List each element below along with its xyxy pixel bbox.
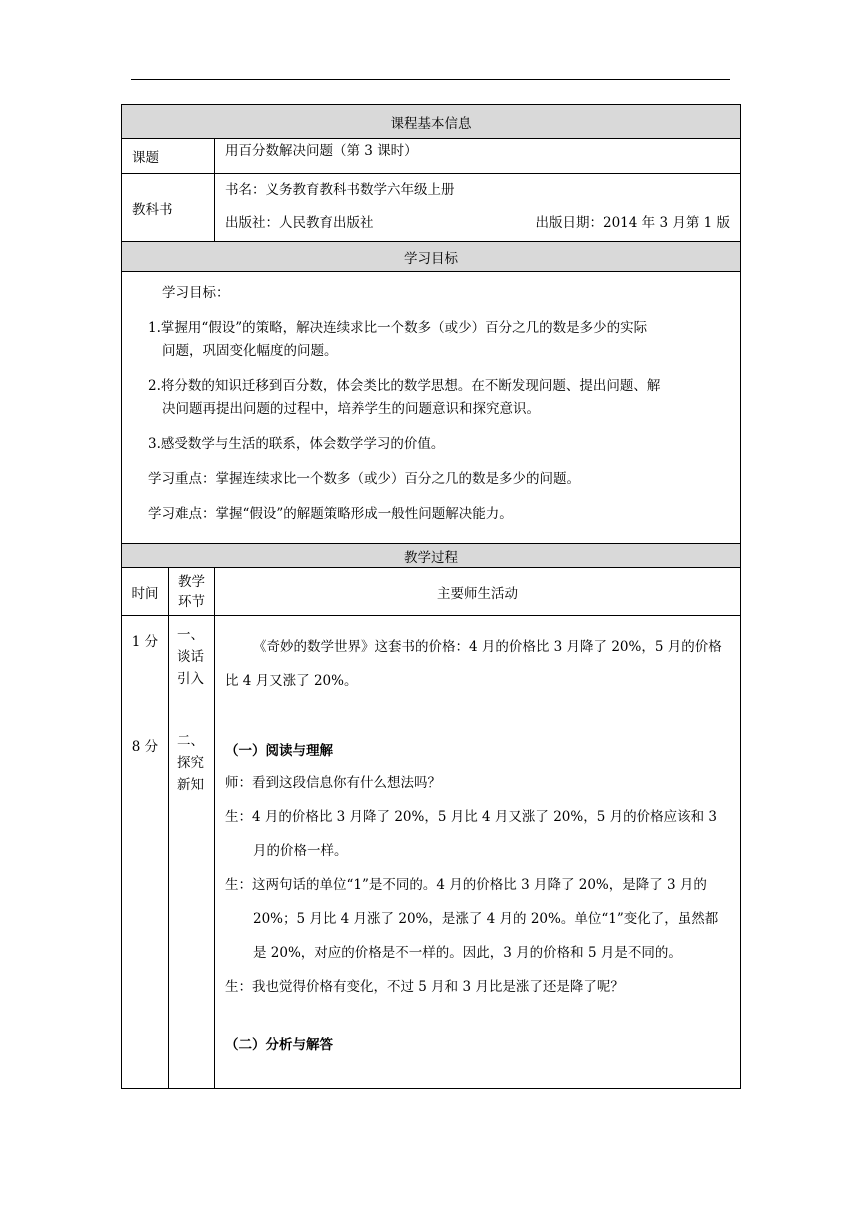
- col-time-header: 时间: [122, 568, 169, 616]
- part1-title: （一）阅读与理解: [225, 743, 333, 759]
- goals-title: 学习目标: [122, 242, 741, 272]
- col-stage-header: 教学 环节: [169, 568, 215, 616]
- header-rule: [131, 79, 730, 80]
- goal-item-1: 1.掌握用“假设”的策略，解决连续求比一个数多（或少）百分之几的数是多少的实际 问题，巩固变化幅度的问题。: [148, 320, 648, 359]
- time-1: 1 分: [131, 634, 159, 650]
- course-info-header-row: [122, 105, 741, 139]
- intro-paragraph: 《奇妙的数学世界》这套书的价格：4 月的价格比 3 月降了 20%，5 月的价格比 4 月又涨了 20%。: [225, 639, 722, 689]
- stage-1: 一、 谈话 引入: [177, 627, 204, 687]
- key-point: 学习重点：掌握连续求比一个数多（或少）百分之几的数是多少的问题。: [148, 471, 580, 487]
- part2-title: （二）分析与解答: [225, 1037, 333, 1053]
- goals-content: [122, 272, 741, 544]
- topic-label: 课题: [122, 139, 215, 174]
- lesson-plan-table: [121, 104, 741, 1089]
- process-header-row: [122, 544, 741, 568]
- process-body-row: [122, 616, 741, 1089]
- textbook-info: [215, 174, 741, 242]
- course-info-title: 课程基本信息: [122, 105, 741, 139]
- textbook-row: [122, 174, 741, 242]
- activity-column: [215, 616, 741, 1089]
- goal-item-3: 3.感受数学与生活的联系，体会数学学习的价值。: [148, 436, 445, 452]
- time-column: [122, 616, 169, 1089]
- goal-item-2: 2.将分数的知识迁移到百分数，体会类比的数学思想。在不断发现问题、提出问题、解 决问题再提出问题的过程中，培养学生的问题意识和探究意识。: [148, 378, 661, 417]
- publication-date: 出版日期：2014 年 3 月第 1 版: [535, 215, 730, 231]
- teacher-question: 师：看到这段信息你有什么想法吗？: [225, 775, 441, 791]
- goals-intro: 学习目标：: [162, 285, 230, 301]
- publisher-line: [225, 207, 740, 240]
- book-name: 书名：义务教育教科书数学六年级上册: [225, 182, 455, 198]
- difficulty: 学习难点：掌握“假设”的解题策略形成一般性问题解决能力。: [148, 506, 513, 522]
- textbook-label: 教科书: [122, 174, 215, 242]
- col-activity-header: 主要师生活动: [215, 568, 741, 616]
- topic-row: [122, 139, 741, 174]
- goals-content-row: [122, 272, 741, 544]
- process-title: 教学过程: [122, 544, 741, 568]
- stage-2: 二、 探究 新知: [177, 733, 204, 793]
- stage-column: [169, 616, 215, 1089]
- student-answer-1: 生：4 月的价格比 3 月降了 20%，5 月比 4 月又涨了 20%，5 月的价格应该和 3 月的价格一样。: [225, 809, 717, 859]
- goals-header-row: [122, 242, 741, 272]
- student-answer-2: 生：这两句话的单位“1”是不同的。4 月的价格比 3 月降了 20%，是降了 3 月的 20%；5 月比 4 月涨了 20%，是涨了 4 月的 20%。单位“1”变化了，虽然都是 20%，对应的价格是不一样的。因此，3 月的价格和 5 月是不同的。: [225, 877, 719, 961]
- student-answer-3: 生：我也觉得价格有变化，不过 5 月和 3 月比是涨了还是降了呢？: [225, 979, 624, 995]
- topic-value: 用百分数解决问题（第 3 课时）: [215, 139, 741, 174]
- time-2: 8 分: [131, 739, 159, 755]
- publisher: 出版社：人民教育出版社: [225, 215, 374, 231]
- process-column-header-row: [122, 568, 741, 616]
